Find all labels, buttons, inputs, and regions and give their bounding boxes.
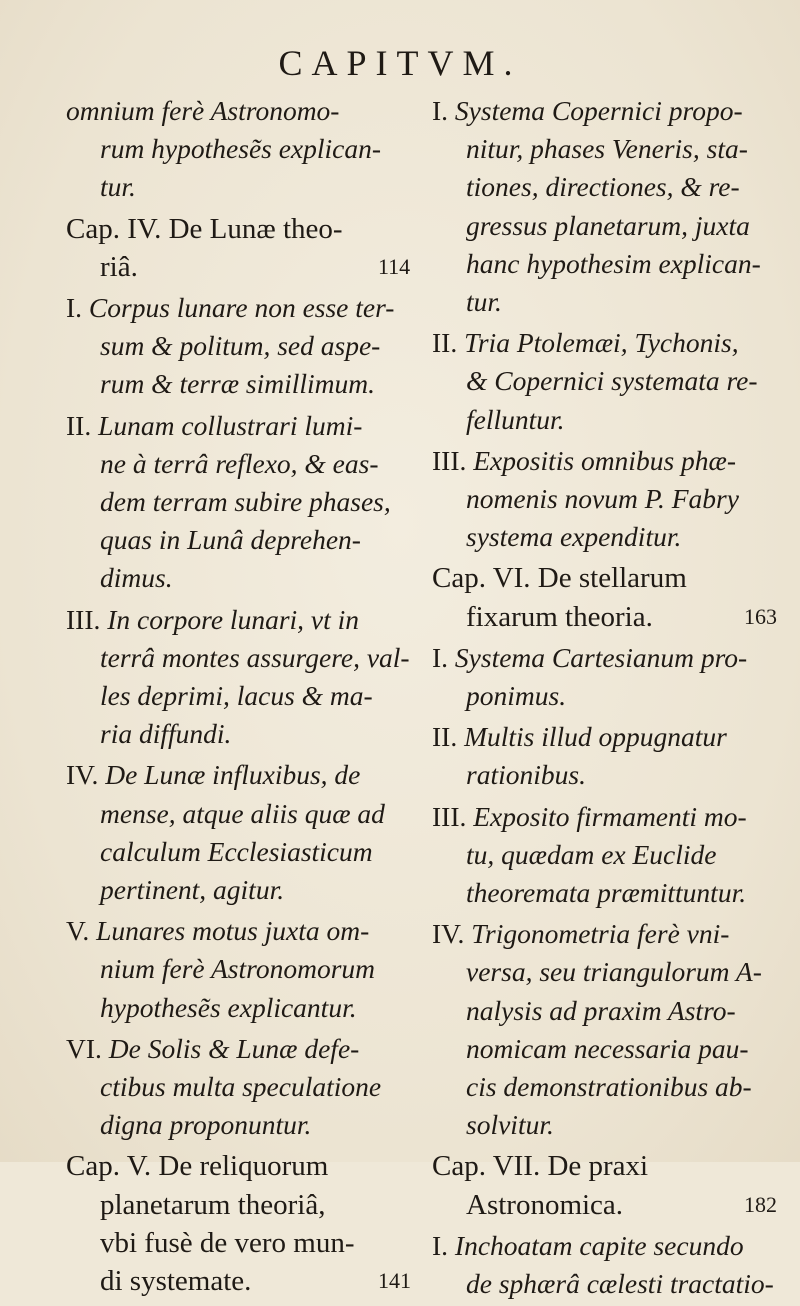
entry-line: omnium ferè Astronomo- bbox=[66, 95, 340, 126]
entry-line: les deprimi, lacus & ma- bbox=[100, 680, 373, 712]
entry-line: theoremata præmittuntur. bbox=[466, 877, 747, 909]
entry-line: nomicam necessaria pau- bbox=[466, 1032, 749, 1064]
entry-line: solvitur. bbox=[466, 1109, 554, 1141]
entry-number: II. bbox=[432, 327, 465, 359]
entry-line: tur. bbox=[100, 171, 136, 203]
entry-line: riâ. bbox=[100, 250, 138, 283]
chapter-heading: Cap. VII. De praxi Astronomica. 182 bbox=[432, 1150, 777, 1221]
toc-entry bbox=[432, 639, 784, 715]
entry-line: pertinent, agitur. bbox=[100, 874, 285, 906]
left-column bbox=[66, 92, 418, 1303]
toc-entry bbox=[66, 912, 418, 1027]
entry-line: fixarum theoria. bbox=[466, 600, 653, 633]
entry-number: I. bbox=[432, 1229, 455, 1261]
toc-entry bbox=[66, 92, 418, 207]
entry-number: III. bbox=[432, 800, 474, 832]
entry-line: rum hypothesẽs explican- bbox=[100, 133, 382, 165]
entry-line: hanc hypothesim explican- bbox=[466, 247, 761, 279]
entry-line: ne à terrâ reflexo, & eas- bbox=[100, 447, 379, 479]
toc-entry bbox=[66, 407, 418, 598]
entry-line: dem terram subire phases, bbox=[100, 486, 391, 518]
entry-line: planetarum theoriâ, bbox=[100, 1188, 326, 1221]
toc-entry bbox=[432, 442, 784, 557]
toc-entry bbox=[432, 798, 784, 913]
entry-line: Tria Ptolemæi, Tychonis, bbox=[464, 327, 739, 359]
entry-line: cis demonstrationibus ab- bbox=[466, 1071, 752, 1103]
entry-line: Multis illud oppugnatur bbox=[464, 721, 727, 753]
chapter-heading: Cap. V. De reliquorum planetarum theoriâ, vbi fusè de vero mun- di systemate. 141 bbox=[66, 1150, 411, 1298]
entry-line: Lunam collustrari lumi- bbox=[98, 409, 363, 441]
right-column bbox=[432, 92, 784, 1306]
toc-entry bbox=[66, 601, 418, 754]
toc-entry bbox=[66, 756, 418, 909]
entry-line: de sphærâ cælesti tractatio- bbox=[466, 1268, 774, 1300]
entry-line: digna proponuntur. bbox=[100, 1109, 312, 1141]
entry-line: ctibus multa speculatione bbox=[100, 1071, 382, 1103]
entry-line: Cap. IV. De Lunæ theo- bbox=[66, 212, 343, 245]
entry-number: III. bbox=[66, 603, 108, 635]
entry-line: tiones, directiones, & re- bbox=[466, 171, 740, 203]
toc-entry bbox=[432, 915, 784, 1144]
entry-line: sum & politum, sed aspe- bbox=[100, 330, 381, 362]
entry-line: De Solis & Lunæ defe- bbox=[108, 1032, 360, 1064]
toc-entry bbox=[432, 1227, 784, 1303]
entry-line: hypothesẽs explicantur. bbox=[100, 991, 357, 1023]
entry-line: Cap. VI. De stellarum bbox=[432, 562, 687, 595]
entry-number: IV. bbox=[432, 918, 472, 950]
chapter-heading: Cap. IV. De Lunæ theo- riâ. 114 bbox=[66, 212, 411, 283]
entry-number: III. bbox=[432, 444, 474, 476]
entry-line: Lunares motus juxta om- bbox=[96, 915, 370, 947]
entry-line: nium ferè Astronomorum bbox=[100, 953, 375, 985]
entry-line: vbi fusè de vero mun- bbox=[100, 1226, 355, 1259]
toc-entry bbox=[432, 92, 784, 321]
toc-entry bbox=[66, 289, 418, 404]
entry-number: VI. bbox=[66, 1032, 109, 1064]
entry-number: I. bbox=[432, 641, 455, 673]
toc-entry bbox=[66, 1030, 418, 1145]
entry-line: & Copernici systemata re- bbox=[466, 365, 758, 397]
entry-line: quas in Lunâ deprehen- bbox=[100, 524, 361, 556]
entry-line: dimus. bbox=[100, 562, 173, 594]
entry-line: tur. bbox=[466, 286, 502, 318]
entry-number: V. bbox=[66, 915, 97, 947]
entry-line: di systemate. bbox=[100, 1265, 252, 1298]
entry-line: Systema Cartesianum pro- bbox=[454, 641, 748, 673]
entry-line: Systema Copernici propo- bbox=[454, 95, 743, 126]
entry-line: gressus planetarum, juxta bbox=[466, 209, 750, 241]
entry-line: In corpore lunari, vt in bbox=[107, 603, 360, 635]
entry-number: II. bbox=[432, 721, 465, 753]
chapter-heading: Cap. VI. De stellarum fixarum theoria. 163 bbox=[432, 562, 777, 633]
entry-line: rum & terræ simillimum. bbox=[100, 368, 376, 400]
entry-line: De Lunæ influxibus, de bbox=[105, 759, 361, 791]
entry-line: nalysis ad praxim Astro- bbox=[466, 994, 736, 1026]
entry-line: rationibus. bbox=[466, 759, 586, 791]
entry-line: Cap. VII. De praxi bbox=[432, 1150, 649, 1183]
entry-line: calculum Ecclesiasticum bbox=[100, 835, 373, 867]
toc-entry bbox=[432, 324, 784, 439]
entry-line: versa, seu triangulorum A- bbox=[466, 956, 762, 988]
entry-line: ponimus. bbox=[466, 680, 567, 712]
entry-line: tu, quædam ex Euclide bbox=[466, 838, 717, 870]
entry-line: Expositis omnibus phæ- bbox=[473, 444, 737, 476]
entry-line: Exposito firmamenti mo- bbox=[473, 800, 747, 832]
entry-line: Corpus lunare non esse ter- bbox=[88, 292, 395, 324]
entry-number: I. bbox=[66, 292, 89, 324]
entry-line: nomenis novum P. Fabry bbox=[466, 483, 739, 515]
entry-number: II. bbox=[66, 409, 99, 441]
entry-line: Astronomica. bbox=[466, 1188, 624, 1221]
entry-line: felluntur. bbox=[466, 403, 565, 435]
toc-entry bbox=[432, 718, 784, 794]
entry-number: I. bbox=[432, 95, 455, 126]
entry-line: Inchoatam capite secundo bbox=[454, 1229, 744, 1261]
entry-number: IV. bbox=[66, 759, 106, 791]
entry-line: Cap. V. De reliquorum bbox=[66, 1150, 329, 1183]
entry-line: Trigonometria ferè vni- bbox=[471, 918, 730, 950]
entry-line: mense, atque aliis quæ ad bbox=[100, 797, 385, 829]
entry-line: ria diffundi. bbox=[100, 718, 232, 750]
entry-line: systema expenditur. bbox=[466, 521, 682, 553]
running-header: CAPITVM. bbox=[278, 43, 522, 83]
entry-line: terrâ montes assurgere, val- bbox=[100, 641, 410, 673]
entry-line: nitur, phases Veneris, sta- bbox=[466, 133, 748, 165]
